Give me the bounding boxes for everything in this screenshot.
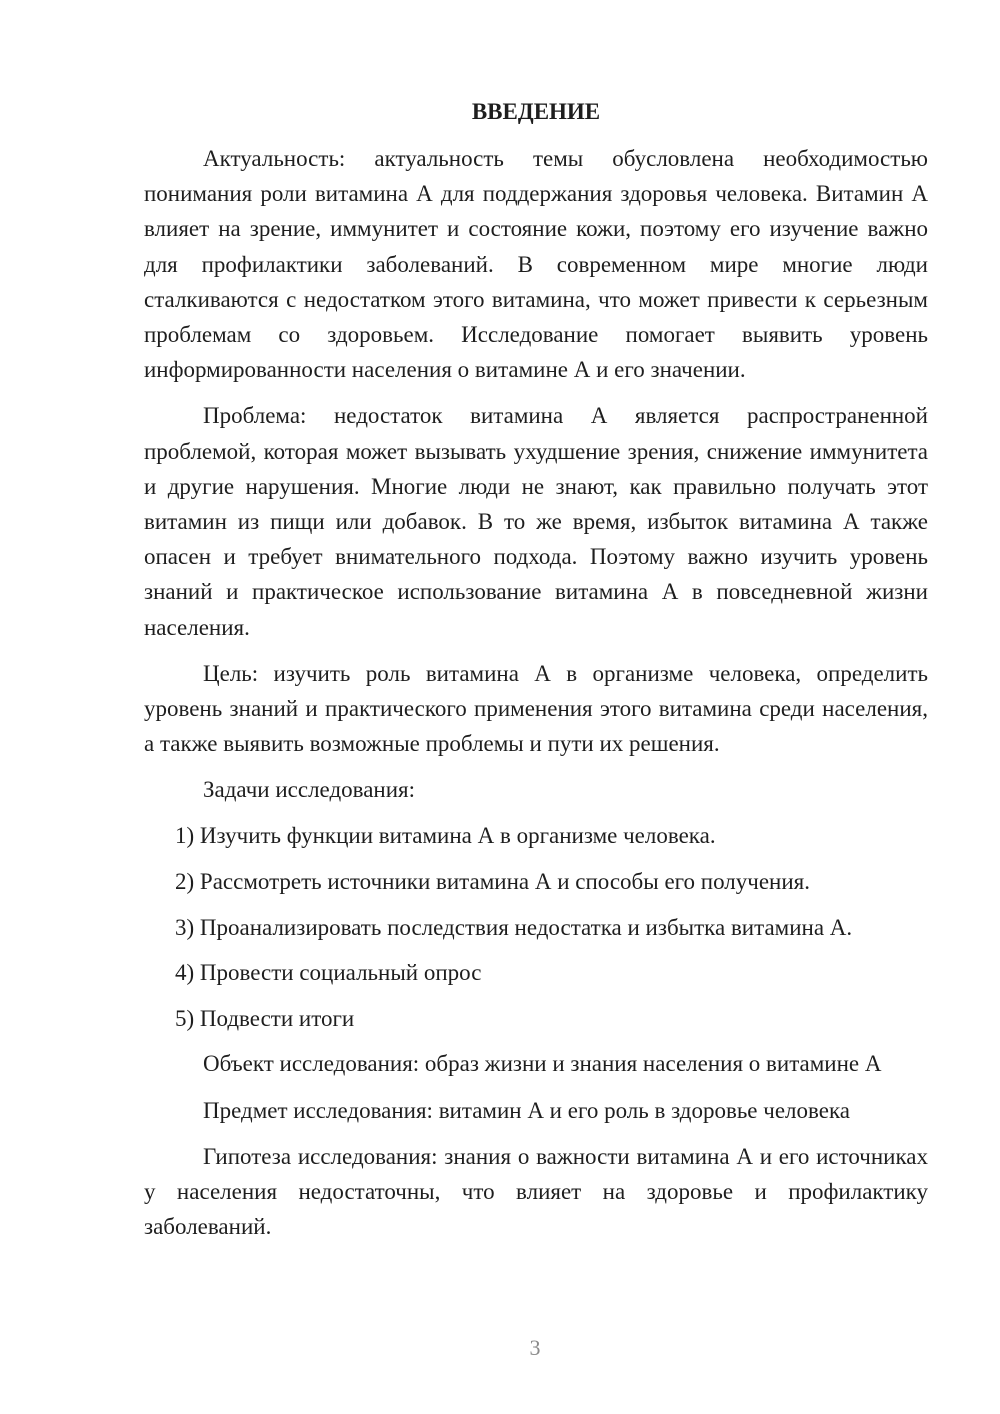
tasks-list [144,818,928,1035]
hypothesis-paragraph: Гипотеза исследования: знания о важности витамина А и его источниках у населения недостаточны, что влияет на здоровье и профилактику заболеваний. [144,1143,928,1240]
list-item: 4) Провести социальный опрос [175,960,482,986]
page-number: 3 [529,1335,541,1360]
problem-paragraph: Проблема: недостаток витамина А является распространенной проблемой, которая может вызывать ухудшение зрения, снижение иммунитета и другие нарушения. Многие люди не знают, как правильно получать этот витамин из пищи или добавок. В то же время, избыток витамина А также опасен и требует внимательного подхода. Поэтому важно изучить уровень знаний и практическое использование витамина А в повседневной жизни населения. [144,403,928,640]
subject-paragraph: Предмет исследования: витамин А и его роль в здоровье человека [203,1097,850,1123]
object-paragraph: Объект исследования: образ жизни и знания населения о витамине А [203,1051,882,1077]
list-item: 2) Рассмотреть источники витамина А и способы его получения. [175,869,810,895]
page-content [144,94,928,1255]
tasks-heading: Задачи исследования: [203,777,416,803]
list-item: 1) Изучить функции витамина А в организме человека. [175,823,716,849]
section-title: ВВЕДЕНИЕ [471,99,601,124]
list-item: 3) Проанализировать последствия недостатка и избытка витамина А. [175,914,853,940]
goal-paragraph: Цель: изучить роль витамина А в организме человека, определить уровень знаний и практического применения этого витамина среди населения, а также выявить возможные проблемы и пути их решения. [144,660,928,757]
relevance-paragraph: Актуальность: актуальность темы обусловлена необходимостью понимания роли витамина А для поддержания здоровья человека. Витамин А влияет на зрение, иммунитет и состояние кожи, поэтому его изучение важно для профилактики заболеваний. В современном мире многие люди сталкиваются с недостатком этого витамина, что может привести к серьезным проблемам со здоровьем. Исследование помогает выявить уровень информированности населения о витамине А и его значении. [144,146,928,383]
list-item: 5) Подвести итоги [175,1005,355,1031]
